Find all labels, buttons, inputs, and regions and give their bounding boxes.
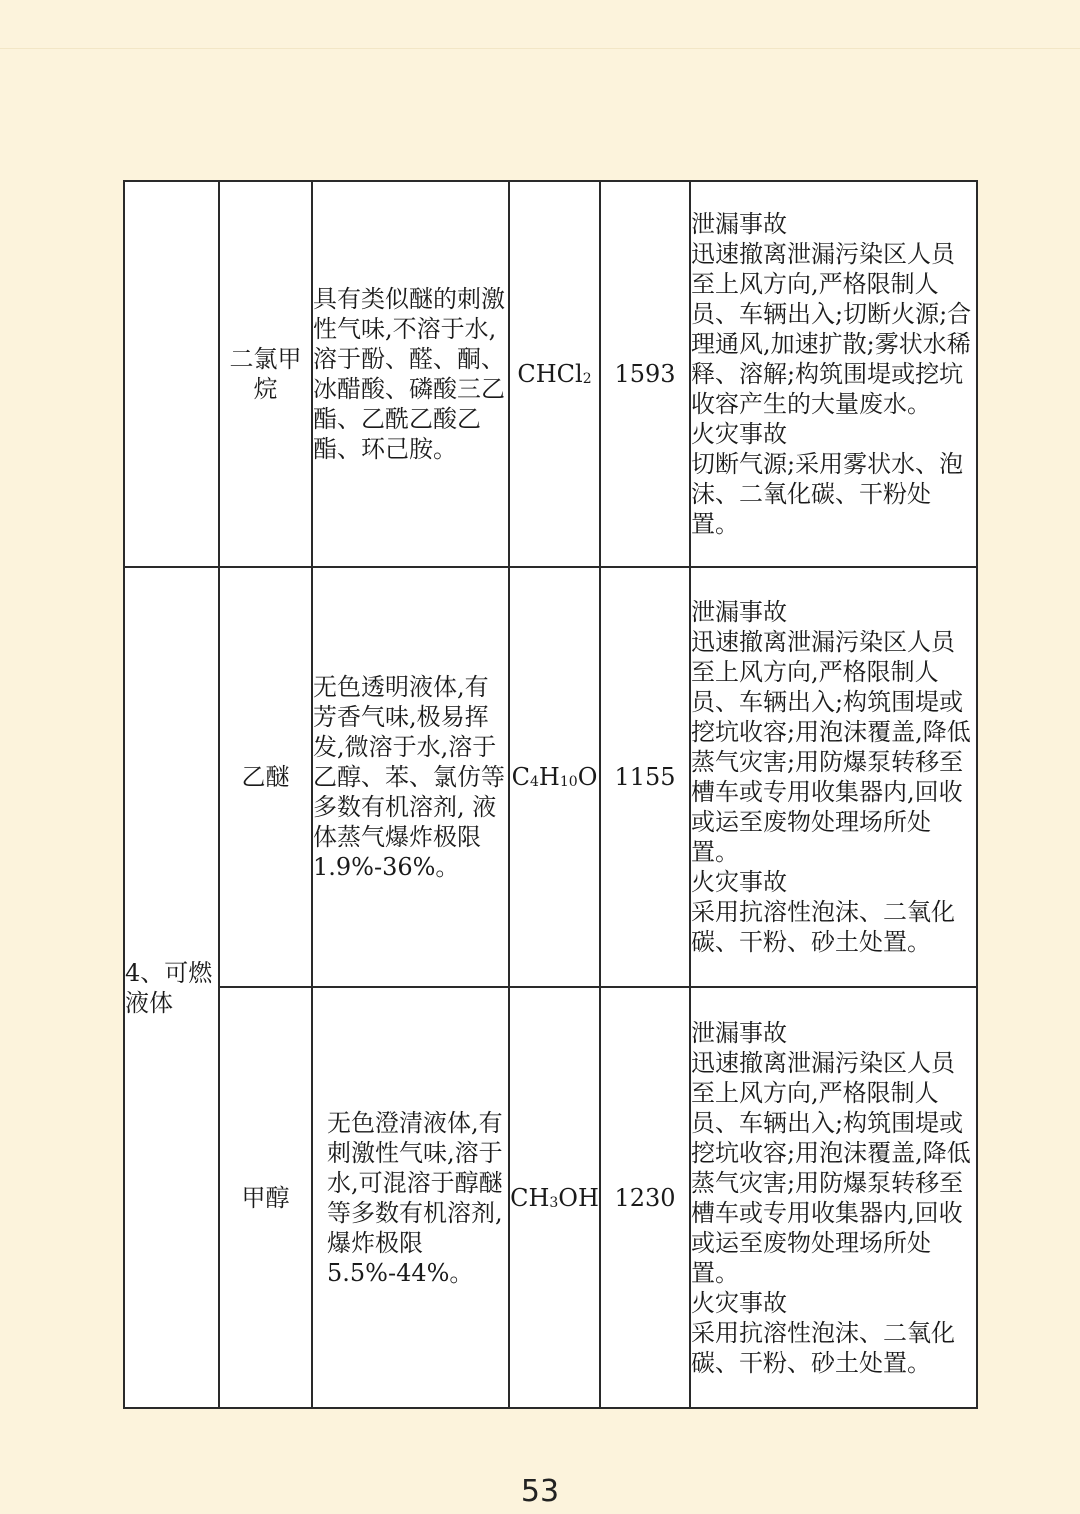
leak-title: 泄漏事故 — [691, 210, 787, 238]
leak-title: 泄漏事故 — [691, 1018, 787, 1047]
leak-text: 迅速撤离泄漏污染区人员至上风方向,严格限制人员、车辆出入;构筑围堤或挖坑收容;用泡沫覆盖,降低蒸气灾害;用防爆泵转移至槽车或专用收集器内,回收或运至废物处理场所处置。 — [691, 628, 971, 866]
category-cell-empty — [124, 181, 219, 567]
chemical-formula: $C_4H_{10}O$ — [509, 567, 600, 987]
un-number: 1593 — [600, 181, 690, 567]
fire-title: 火灾事故 — [691, 868, 787, 896]
fire-text: 采用抗溶性泡沫、二氧化碳、干粉、砂土处置。 — [691, 1318, 955, 1377]
hazmat-table — [123, 180, 978, 1409]
page-top-rule — [0, 48, 1080, 49]
chemical-name: 乙醚 — [219, 567, 312, 987]
emergency-response — [690, 181, 977, 567]
leak-text: 迅速撤离泄漏污染区人员至上风方向,严格限制人员、车辆出入;切断火源;合理通风,加速扩散;雾状水稀释、溶解;构筑围堤或挖坑收容产生的大量废水。 — [691, 240, 972, 418]
chemical-formula: CHCl$_2$ — [509, 181, 600, 567]
chemical-formula: $CH_3OH$ — [509, 987, 600, 1408]
fire-title: 火灾事故 — [691, 1288, 787, 1317]
leak-title: 泄漏事故 — [691, 598, 787, 626]
page-number: 53 — [520, 1474, 560, 1509]
fire-title: 火灾事故 — [691, 420, 787, 448]
emergency-response — [690, 987, 977, 1408]
table-row — [124, 567, 977, 987]
category-label: 4、可燃液体 — [124, 567, 219, 1408]
table-row — [124, 181, 977, 567]
emergency-response — [690, 567, 977, 987]
table-row — [124, 987, 977, 1408]
chemical-properties: 无色透明液体,有芳香气味,极易挥发,微溶于水,溶于乙醇、苯、氯仿等多数有机溶剂, 液体蒸气爆炸极限1.9%-36%。 — [312, 567, 509, 987]
fire-text: 采用抗溶性泡沫、二氧化碳、干粉、砂土处置。 — [691, 898, 955, 956]
fire-text: 切断气源;采用雾状水、泡沫、二氧化碳、干粉处置。 — [691, 450, 964, 538]
un-number: 1155 — [600, 567, 690, 987]
un-number: 1230 — [600, 987, 690, 1408]
chemical-properties: 具有类似醚的刺激性气味,不溶于水,溶于酚、醛、酮、冰醋酸、磷酸三乙酯、乙酰乙酸乙酯、环己胺。 — [312, 181, 509, 567]
chemical-properties: 无色澄清液体,有刺激性气味,溶于水,可混溶于醇醚等多数有机溶剂,爆炸极限5.5%-44%。 — [312, 987, 509, 1408]
chemical-name: 二氯甲烷 — [219, 181, 312, 567]
leak-text: 迅速撤离泄漏污染区人员至上风方向,严格限制人员、车辆出入;构筑围堤或挖坑收容;用泡沫覆盖,降低蒸气灾害;用防爆泵转移至槽车或专用收集器内,回收或运至废物处理场所处置。 — [691, 1048, 971, 1287]
chemical-name: 甲醇 — [219, 987, 312, 1408]
